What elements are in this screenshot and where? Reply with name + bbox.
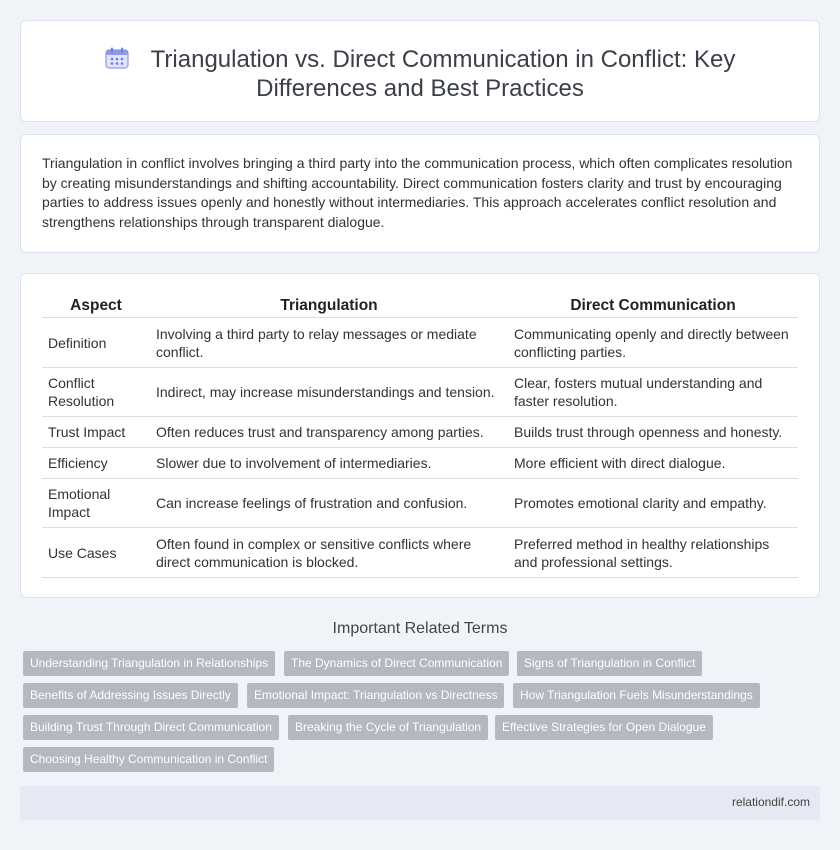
footer-site-link[interactable]: relationdif.com [731,795,810,809]
table-row [42,318,798,368]
related-term-tag[interactable]: How Triangulation Fuels Misunderstandings [513,683,760,708]
intro-card [20,134,820,253]
calendar-icon [105,47,129,69]
table-cell-direct: Communicating openly and directly between conflicting parties. [508,318,798,368]
table-row [42,448,798,479]
table-row [42,368,798,417]
related-term-tag[interactable]: Effective Strategies for Open Dialogue [495,715,713,740]
table-cell-triangulation: Often reduces trust and transparency among parties. [150,417,508,448]
table-cell-triangulation: Involving a third party to relay messages or mediate conflict. [150,318,508,368]
header-card [20,20,820,122]
related-term-tag[interactable]: Breaking the Cycle of Triangulation [288,715,488,740]
table-cell-triangulation: Can increase feelings of frustration and confusion. [150,479,508,528]
table-row [42,528,798,578]
table-cell-aspect: Use Cases [42,528,150,578]
related-term-tag[interactable]: The Dynamics of Direct Communication [284,651,509,676]
page-title [21,45,819,103]
table-cell-triangulation: Indirect, may increase misunderstandings and tension. [150,368,508,417]
table-row [42,479,798,528]
related-term-tag[interactable]: Emotional Impact: Triangulation vs Directness [247,683,504,708]
table-cell-aspect: Trust Impact [42,417,150,448]
table-cell-direct: Promotes emotional clarity and empathy. [508,479,798,528]
title-line-2: Differences and Best Practices [256,75,584,102]
header-triangulation: Triangulation [150,294,508,318]
title-line-1: Triangulation vs. Direct Communication in Conflict: Key [150,46,736,73]
related-term-tag[interactable]: Choosing Healthy Communication in Conflict [23,747,274,772]
table-cell-aspect: Definition [42,318,150,368]
comparison-table [42,294,798,578]
table-cell-aspect: Efficiency [42,448,150,479]
intro-paragraph: Triangulation in conflict involves bringing a third party into the communication process, which often complicates resolution by creating misunderstandings and shifting accountability. Direct communication fosters clarity and trust by encouraging parties to address issues openly and honestly without intermediaries. This approach accelerates conflict resolution and strengthens relationships through transparent dialogue. [42,155,793,230]
related-term-tag[interactable]: Understanding Triangulation in Relationships [23,651,275,676]
related-term-tag[interactable]: Building Trust Through Direct Communication [23,715,279,740]
comparison-card [20,273,820,598]
table-cell-triangulation: Slower due to involvement of intermediaries. [150,448,508,479]
table-cell-direct: Builds trust through openness and honesty. [508,417,798,448]
table-header-row [42,294,798,318]
table-cell-triangulation: Often found in complex or sensitive conflicts where direct communication is blocked. [150,528,508,578]
related-terms-title: Important Related Terms [332,620,508,637]
header-aspect: Aspect [42,294,150,318]
header-direct-communication: Direct Communication [508,294,798,318]
related-term-tag[interactable]: Benefits of Addressing Issues Directly [23,683,238,708]
related-term-tag[interactable]: Signs of Triangulation in Conflict [517,651,702,676]
table-cell-direct: Preferred method in healthy relationships and professional settings. [508,528,798,578]
footer [20,786,820,820]
table-cell-direct: More efficient with direct dialogue. [508,448,798,479]
table-cell-direct: Clear, fosters mutual understanding and faster resolution. [508,368,798,417]
table-cell-aspect: Conflict Resolution [42,368,150,417]
table-cell-aspect: Emotional Impact [42,479,150,528]
table-row [42,417,798,448]
